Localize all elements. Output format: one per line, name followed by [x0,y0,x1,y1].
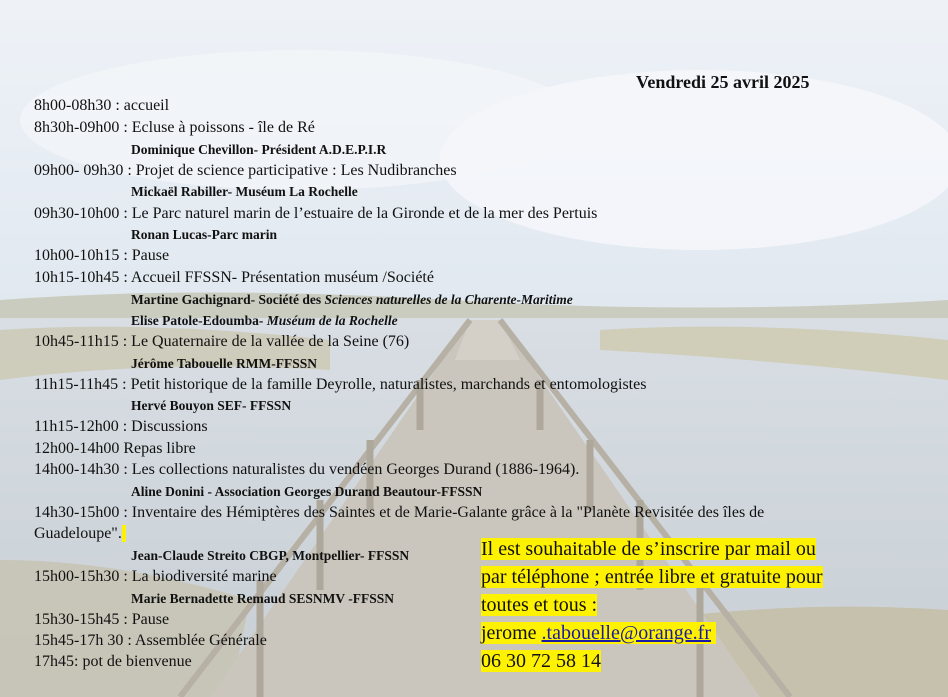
speaker: Ronan Lucas-Parc marin [131,227,278,242]
program-item-continued: Guadeloupe". [34,525,122,542]
program-item: 15h30-15h45 : Pause [34,611,170,628]
program-item: 10h45-11h15 : Le Quaternaire de la vallée de la Seine (76) [34,333,410,350]
speaker: Dominique Chevillon- Président A.D.E.P.I.R [131,142,387,157]
speaker: Jean-Claude Streito CBGP, Montpellier- FFSSN [131,548,410,563]
program-item: 14h30-15h00 : Inventaire des Hémiptères des Saintes et de Marie-Galante grâce à la "Planète Revisitée des îles de [34,504,765,521]
program-item: 11h15-11h45 : Petit historique de la famille Deyrolle, naturalistes, marchands et entomologistes [34,376,647,393]
program-item: 09h00- 09h30 : Projet de science participative : Les Nudibranches [34,162,457,179]
phone-number: 06 30 72 58 14 [481,650,601,672]
speaker: Marie Bernadette Remaud SESNMV -FFSSN [131,591,394,606]
contact-name: jerome [481,622,542,644]
program-item [34,524,126,543]
speaker: Hervé Bouyon SEF- FFSSN [131,398,292,413]
speaker: Mickaël Rabiller- Muséum La Rochelle [131,184,358,199]
speaker-affiliation: Muséum de la Rochelle [266,313,398,328]
program-item: 11h15-12h00 : Discussions [34,418,208,435]
info-line: par téléphone ; entrée libre et gratuite pour [481,566,823,588]
program-item: 15h45-17h 30 : Assemblée Générale [34,632,267,649]
speaker: Jérôme Tabouelle RMM-FFSSN [131,356,317,371]
speaker: Aline Donini - Association Georges Durand Beautour-FFSSN [131,484,483,499]
highlight-mark [122,525,126,542]
program-item: 8h00-08h30 : accueil [34,97,170,114]
program-item: 8h30h-09h00 : Ecluse à poissons - île de Ré [34,119,315,136]
speaker-affiliation: Sciences naturelles de la Charente-Maritime [324,292,573,307]
program-item: 10h15-10h45 : Accueil FFSSN- Présentation muséum /Société [34,269,434,286]
program-item: 17h45: pot de bienvenue [34,653,192,670]
program-item: 12h00-14h00 Repas libre [34,440,196,457]
speaker [131,312,398,329]
email-link[interactable]: .tabouelle@orange.fr [541,622,711,644]
registration-info [481,535,823,675]
event-date: Vendredi 25 avril 2025 [636,72,810,92]
speaker [131,291,573,308]
speaker-name: Elise Patole-Edoumba- [131,313,267,328]
program-item: 09h30-10h00 : Le Parc naturel marin de l’estuaire de la Gironde et de la mer des Pertuis [34,205,598,222]
speaker-name: Martine Gachignard- Société des [131,292,325,307]
info-line: Il est souhaitable de s’inscrire par mail ou [481,538,816,560]
info-line: toutes et tous : [481,594,598,616]
program-item: 15h00-15h30 : La biodiversité marine [34,568,277,585]
program-item: 10h00-10h15 : Pause [34,247,170,264]
program-item: 14h00-14h30 : Les collections naturalistes du vendéen Georges Durand (1886-1964). [34,461,580,478]
